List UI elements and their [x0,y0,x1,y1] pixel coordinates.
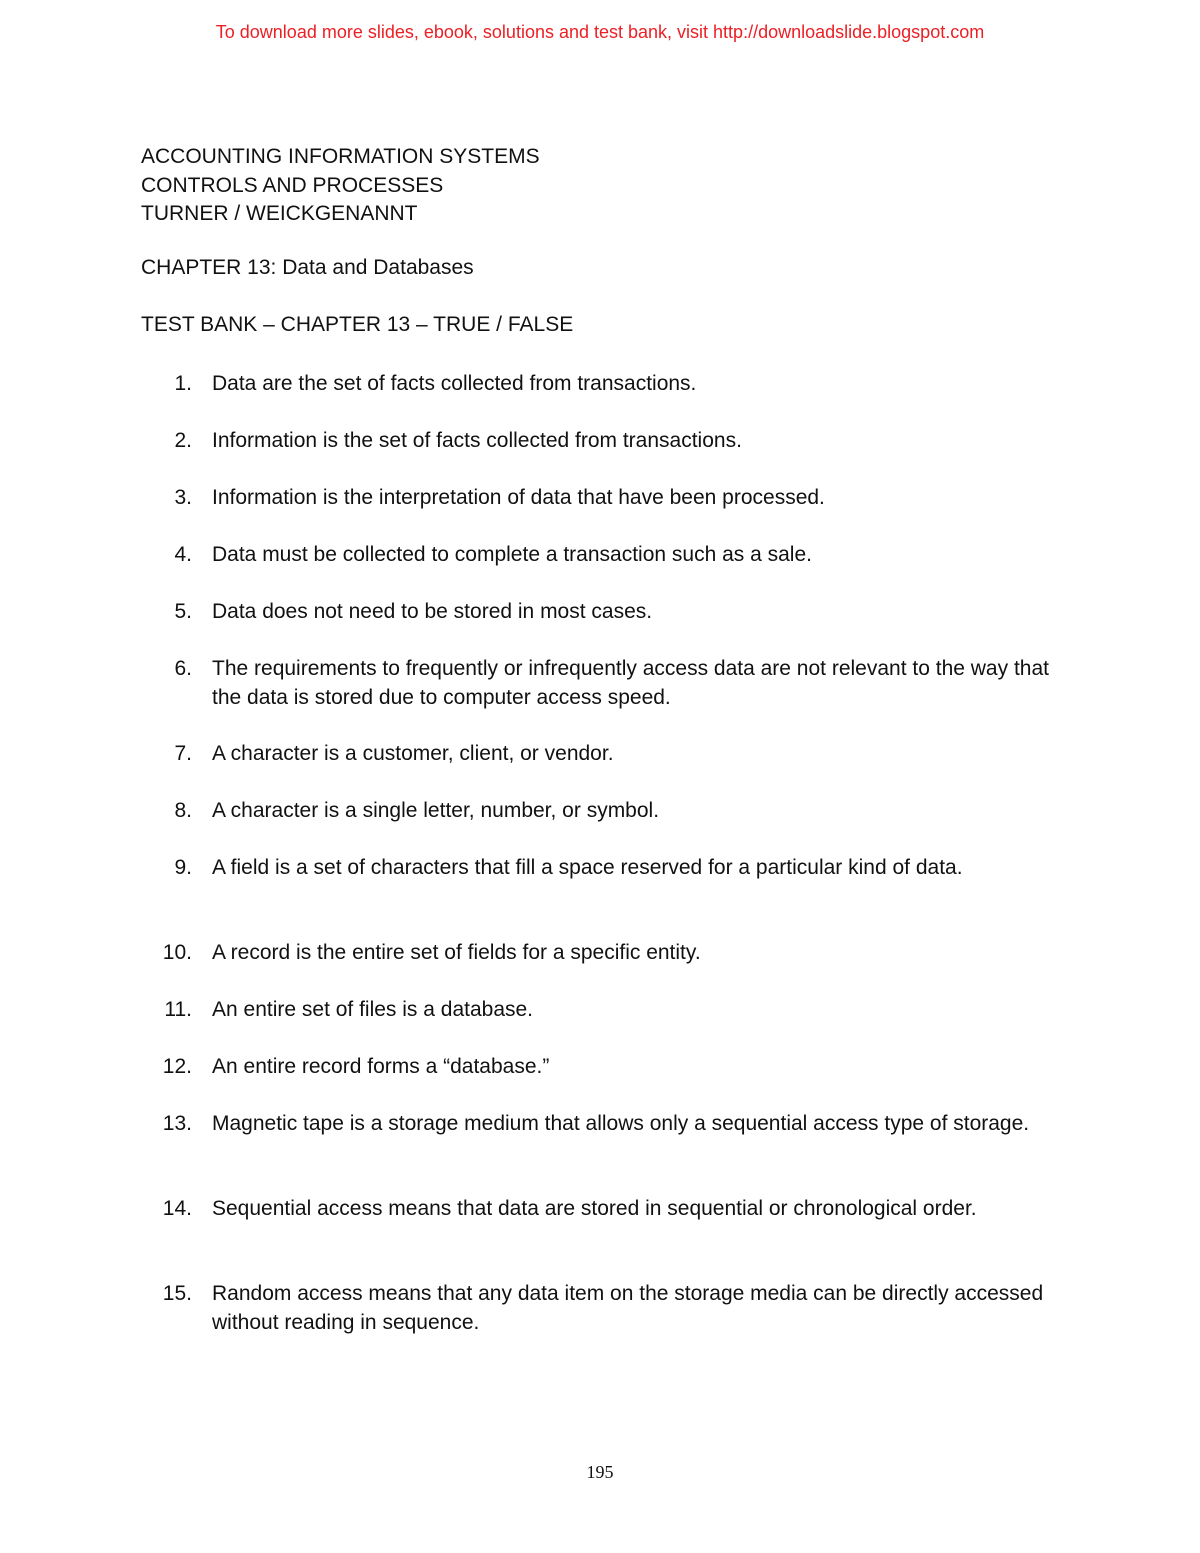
question-number: 13. [162,1112,192,1135]
question-text: Data are the set of facts collected from transactions. [212,372,697,395]
question-number: 10. [162,941,192,964]
question-number: 14. [162,1197,192,1220]
question-number: 11. [164,998,192,1021]
section-title: TEST BANK – CHAPTER 13 – TRUE / FALSE [141,313,574,336]
question-number: 1. [174,372,192,395]
question-text: Information is the set of facts collected from transactions. [212,429,742,452]
question-text: Sequential access means that data are stored in sequential or chronological order. [212,1197,977,1220]
question-text: A character is a single letter, number, or symbol. [212,799,660,822]
header-line-authors: TURNER / WEICKGENANNT [141,202,418,225]
question-number: 2. [174,429,192,452]
chapter-title: CHAPTER 13: Data and Databases [141,256,474,279]
question-text: Data must be collected to complete a transaction such as a sale. [212,543,812,566]
header-line-title: ACCOUNTING INFORMATION SYSTEMS [141,145,540,168]
question-text: Magnetic tape is a storage medium that allows only a sequential access type of storage. [212,1112,1030,1135]
question-text: The requirements to frequently or infrequently access data are not relevant to the way that the data is stored due to computer access speed. [212,657,1049,709]
question-text: Information is the interpretation of data that have been processed. [212,486,825,509]
header-line-subtitle: CONTROLS AND PROCESSES [141,173,444,197]
download-banner: To download more slides, ebook, solutions and test bank, visit http://downloadslide.blogspot.com [215,22,985,42]
question-text: A record is the entire set of fields for a specific entity. [212,941,701,964]
question-number: 8. [174,799,192,822]
question-number: 3. [174,486,192,509]
question-number: 7. [174,742,192,765]
question-number: 9. [174,856,192,879]
question-text: A field is a set of characters that fill a space reserved for a particular kind of data. [212,856,963,879]
question-number: 12. [162,1055,192,1078]
question-text: A character is a customer, client, or vendor. [212,742,614,765]
question-text: An entire set of files is a database. [212,998,534,1021]
page-number: 195 [586,1462,614,1482]
question-text: Random access means that any data item on the storage media can be directly accessed without reading in sequence. [212,1282,1044,1334]
question-text: An entire record forms a “database.” [212,1055,550,1078]
question-number: 6. [174,657,192,680]
question-number: 5. [174,600,192,623]
question-number: 15. [162,1282,192,1305]
question-number: 4. [174,543,192,566]
question-text: Data does not need to be stored in most cases. [212,600,653,623]
